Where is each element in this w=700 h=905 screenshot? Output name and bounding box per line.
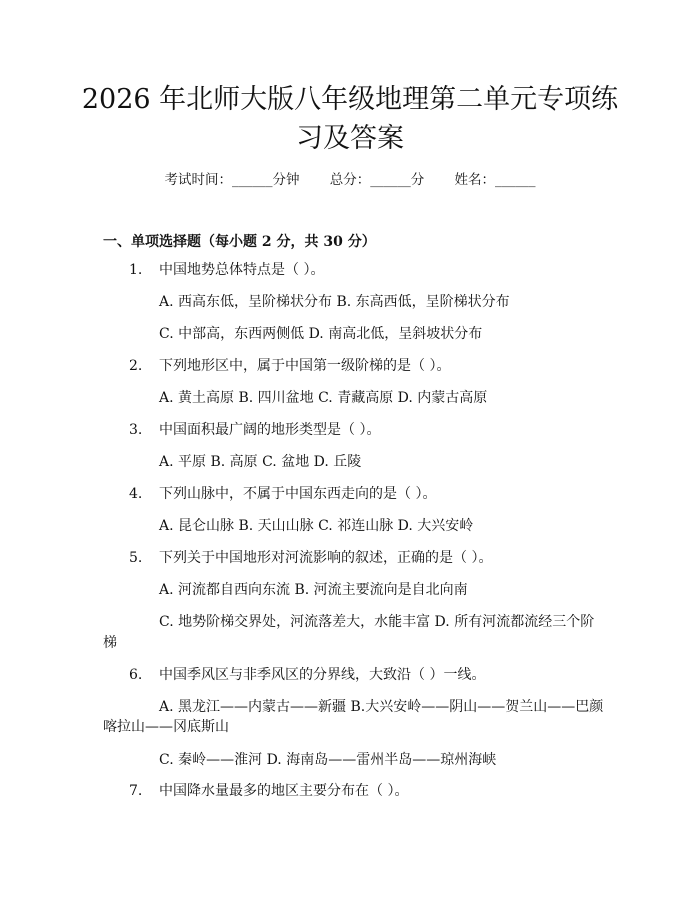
question-option: A. 黑龙江——内蒙古——新疆 B.大兴安岭——阴山——贺兰山——巴颜 (159, 699, 604, 715)
section-heading: 一、单项选择题（每小题 2 分，共 30 分） (103, 234, 376, 250)
question-number: 3. (129, 422, 143, 438)
question-option: A. 昆仑山脉 B. 天山山脉 C. 祁连山脉 D. 大兴安岭 (159, 518, 474, 534)
question-option: A. 河流都自西向东流 B. 河流主要流向是自北向南 (159, 582, 468, 598)
document-title (60, 80, 640, 158)
question-stem: 中国降水量最多的地区主要分布在（ ）。 (159, 783, 409, 799)
question-option: A. 西高东低，呈阶梯状分布 B. 东高西低，呈阶梯状分布 (159, 294, 510, 310)
question-option: A. 平原 B. 高原 C. 盆地 D. 丘陵 (159, 454, 362, 470)
question-option: C. 秦岭——淮河 D. 海南岛——雷州半岛——琼州海峡 (159, 752, 497, 768)
question-number: 6. (129, 667, 143, 683)
title-line-2: 习及答案 (296, 123, 404, 154)
question-option-continued: 梯 (103, 635, 117, 651)
question-number: 4. (129, 486, 143, 502)
exam-time: 考试时间：______分钟 (164, 172, 300, 188)
exam-name: 姓名：______ (454, 172, 536, 188)
question-stem: 下列山脉中，不属于中国东西走向的是（ ）。 (159, 486, 437, 502)
question-stem: 下列关于中国地形对河流影响的叙述，正确的是（ ）。 (159, 550, 493, 566)
question-option-continued: 喀拉山——冈底斯山 (103, 719, 229, 735)
title-line-1: 2026 年北师大版八年级地理第二单元专项练 (81, 84, 619, 115)
exam-info (0, 168, 700, 188)
question-stem: 中国面积最广阔的地形类型是（ ）。 (159, 422, 381, 438)
question-stem: 中国季风区与非季风区的分界线，大致沿（ ）一线。 (159, 667, 486, 683)
question-option: A. 黄土高原 B. 四川盆地 C. 青藏高原 D. 内蒙古高原 (159, 390, 488, 406)
exam-score: 总分：______分 (329, 172, 425, 188)
question-stem: 下列地形区中，属于中国第一级阶梯的是（ ）。 (159, 358, 451, 374)
question-stem: 中国地势总体特点是（ ）。 (159, 262, 325, 278)
question-number: 2. (129, 358, 143, 374)
question-option: C. 地势阶梯交界处，河流落差大，水能丰富 D. 所有河流都流经三个阶 (159, 614, 595, 630)
question-number: 1. (129, 262, 143, 278)
question-number: 7. (129, 783, 143, 799)
question-number: 5. (129, 550, 143, 566)
question-option: C. 中部高，东西两侧低 D. 南高北低，呈斜坡状分布 (159, 326, 483, 342)
